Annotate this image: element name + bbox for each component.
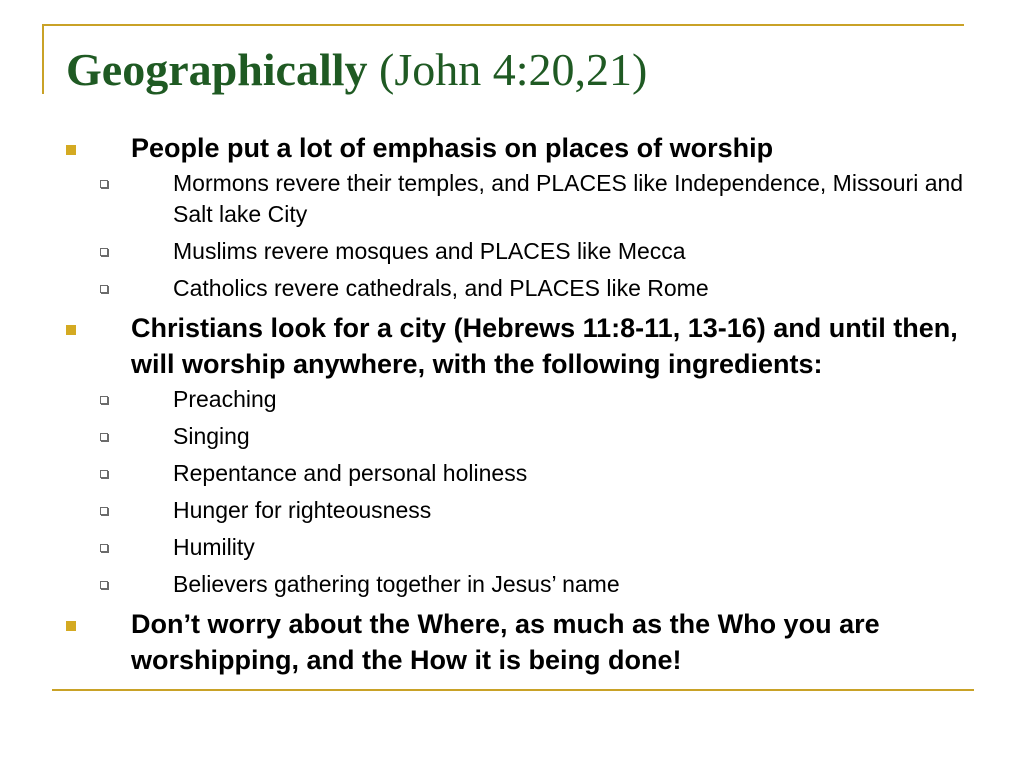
bullet-text: People put a lot of emphasis on places of worship xyxy=(131,133,774,163)
square-bullet-icon xyxy=(66,325,76,335)
sub-bullet-text: Catholics revere cathedrals, and PLACES like Rome xyxy=(173,275,709,301)
sub-bullet-text: Believers gathering together in Jesus’ name xyxy=(173,571,620,597)
sub-bullet-text: Hunger for righteousness xyxy=(173,497,432,523)
bullet-item xyxy=(0,606,1024,678)
sub-bullet-text: Humility xyxy=(173,534,255,560)
bottom-border-line xyxy=(52,689,974,691)
hollow-square-bullet-icon xyxy=(100,285,108,293)
slide-title xyxy=(66,42,647,98)
bullet-text: Don’t worry about the Where, as much as the Who you are worshipping, and the How it is being done! xyxy=(131,609,880,675)
sub-bullet-item xyxy=(0,168,1024,230)
square-bullet-icon xyxy=(66,145,76,155)
hollow-square-bullet-icon xyxy=(100,180,108,188)
hollow-square-bullet-icon xyxy=(100,470,108,478)
sub-bullet-item xyxy=(0,495,1024,526)
sub-bullet-item xyxy=(0,569,1024,600)
hollow-square-bullet-icon xyxy=(100,433,108,441)
hollow-square-bullet-icon xyxy=(100,544,108,552)
title-main: Geographically xyxy=(66,44,368,95)
sub-bullet-text: Repentance and personal holiness xyxy=(173,460,528,486)
sub-bullet-text: Mormons revere their temples, and PLACES like Independence, Missouri and Salt lake City xyxy=(173,170,964,227)
hollow-square-bullet-icon xyxy=(100,507,108,515)
sub-bullet-item xyxy=(0,384,1024,415)
hollow-square-bullet-icon xyxy=(100,581,108,589)
title-scripture-reference: (John 4:20,21) xyxy=(379,44,648,95)
sub-bullet-item xyxy=(0,458,1024,489)
sub-bullet-item xyxy=(0,273,1024,304)
sub-bullet-item xyxy=(0,532,1024,563)
bullet-text: Christians look for a city (Hebrews 11:8-11, 13-16) and until then, will worship anywhere, with the following ingredients: xyxy=(131,313,958,379)
bullet-list xyxy=(0,130,1024,680)
hollow-square-bullet-icon xyxy=(100,396,108,404)
sub-bullet-text: Muslims revere mosques and PLACES like Mecca xyxy=(173,238,686,264)
sub-bullet-item xyxy=(0,236,1024,267)
sub-bullet-text: Singing xyxy=(173,423,250,449)
bullet-item xyxy=(0,310,1024,382)
square-bullet-icon xyxy=(66,621,76,631)
left-border-line xyxy=(42,24,44,94)
sub-bullet-item xyxy=(0,421,1024,452)
sub-bullet-text: Preaching xyxy=(173,386,277,412)
hollow-square-bullet-icon xyxy=(100,248,108,256)
bullet-item xyxy=(0,130,1024,166)
top-border-line xyxy=(42,24,964,26)
